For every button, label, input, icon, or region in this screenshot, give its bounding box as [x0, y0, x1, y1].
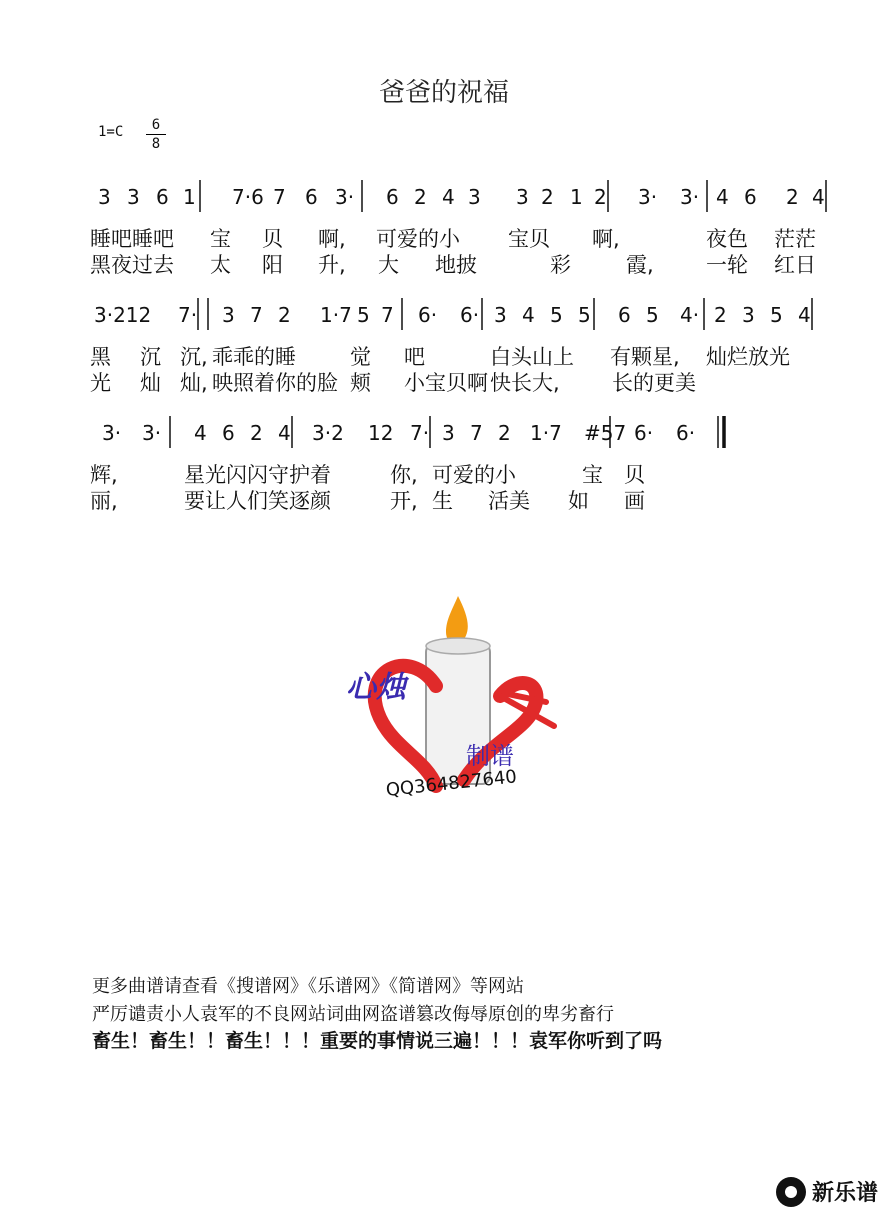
song-title: 爸爸的祝福 [378, 78, 509, 108]
staff-svg-2 [0, 294, 888, 404]
lyric-word: 宝 [582, 463, 603, 487]
note: 6· [676, 421, 696, 445]
note: 6· [460, 303, 480, 327]
note: 5 [357, 303, 370, 327]
note: 4 [812, 185, 825, 209]
note: 7·6 [232, 185, 264, 209]
lyric-word: 活美 [488, 489, 530, 513]
lyric-word: 一轮 [706, 253, 748, 277]
note: 6 [305, 185, 318, 209]
notice-line-2: 严厉谴责小人袁军的不良网站词曲网盗谱篡改侮辱原创的卑劣畜行 [92, 1004, 614, 1025]
staff-svg-1 [0, 176, 888, 286]
system-1-lyrics-verse1 [90, 227, 816, 251]
key-signature: 1=C [98, 124, 124, 140]
lyric-word: 小宝贝啊 [404, 371, 488, 395]
note: 2 [414, 185, 427, 209]
lyric-word: 要让人们笑逐颜 [184, 489, 331, 513]
lyric-word: 星光闪闪守护着 [184, 463, 331, 487]
lyric-word: 白头山上 [490, 345, 574, 369]
system-1-barlines [200, 180, 826, 212]
lyric-word: 地披 [435, 253, 477, 277]
note: 3 [494, 303, 507, 327]
lyric-word: 夜色 [706, 227, 748, 251]
note: 4 [442, 185, 455, 209]
note: 7· [410, 421, 430, 445]
lyric-word: 啊, [592, 227, 620, 251]
note: 3·2 [312, 421, 344, 445]
note: 1·7 [320, 303, 352, 327]
system-1-notes [98, 185, 825, 209]
system-1-lyrics-verse2 [90, 253, 816, 277]
lyric-word: 太 [210, 253, 231, 277]
note: 2 [786, 185, 799, 209]
note: 4 [798, 303, 811, 327]
note: 6 [386, 185, 399, 209]
note: 7· [178, 303, 198, 327]
note: 3· [680, 185, 700, 209]
note: 3· [638, 185, 658, 209]
score-system-3 [0, 412, 888, 522]
lyric-word: 升, [318, 253, 346, 277]
lyric-word: 啊, [318, 227, 346, 251]
time-signature [146, 116, 166, 153]
lyric-word: 睡吧睡吧 [90, 227, 174, 251]
note: 7 [470, 421, 483, 445]
logo-text: 新乐谱 [811, 1181, 878, 1206]
lyric-word: 光 [90, 371, 111, 395]
watermark-qq: QQ364827640 [384, 766, 518, 801]
lyric-word: 开, [390, 489, 418, 513]
note: #57 [584, 421, 627, 445]
system-3-lyrics-verse2 [90, 489, 645, 513]
note: 3 [442, 421, 455, 445]
note: 3 [127, 185, 140, 209]
score-system-2 [0, 294, 888, 404]
note: 3 [468, 185, 481, 209]
note: 3 [98, 185, 111, 209]
lyric-word: 快长大, [490, 371, 560, 395]
site-logo [776, 1176, 878, 1207]
note: 4 [522, 303, 535, 327]
system-2-lyrics-verse1 [90, 345, 790, 369]
note: 7 [381, 303, 394, 327]
system-3-notes [102, 421, 695, 445]
note: 3 [516, 185, 529, 209]
lyric-word: 黑 [90, 345, 111, 369]
note: 2 [714, 303, 727, 327]
note: 7 [250, 303, 263, 327]
watermark-brand: 心烛 [346, 670, 406, 705]
watermark-made: 制谱 [466, 742, 514, 770]
lyric-word: 辉, [90, 463, 118, 487]
note: 2 [594, 185, 607, 209]
lyric-word: 灿, [180, 371, 208, 395]
lyric-word: 茫茫 [774, 227, 816, 251]
lyric-word: 可爱的小 [432, 463, 516, 487]
staff-svg-3 [0, 412, 888, 522]
note: 3· [335, 185, 355, 209]
lyric-word: 觉 [350, 345, 371, 369]
lyric-word: 映照着你的脸 [212, 371, 338, 395]
lyric-word: 彩 [550, 253, 571, 277]
note: 2 [498, 421, 511, 445]
lyric-word: 乖乖的睡 [212, 345, 296, 369]
lyric-word: 红日 [774, 253, 816, 277]
note: 12 [368, 421, 394, 445]
note: 5 [550, 303, 563, 327]
note: 5 [646, 303, 659, 327]
note: 3 [742, 303, 755, 327]
lyric-word: 你, [390, 463, 418, 487]
note: 3· [142, 421, 162, 445]
note: 6 [744, 185, 757, 209]
notice-line-3: 畜生！畜生！！畜生！！！重要的事情说三遍！！！袁军你听到了吗 [92, 1030, 663, 1052]
note: 5 [770, 303, 783, 327]
meter-bottom: 8 [146, 134, 166, 153]
meter-top: 6 [151, 117, 161, 133]
note: 4 [194, 421, 207, 445]
lyric-word: 大 [378, 253, 399, 277]
system-2-lyrics-verse2 [90, 371, 696, 395]
lyric-word: 贝 [624, 463, 645, 487]
lyric-word: 灿 [140, 371, 161, 395]
lyric-word: 黑夜过去 [90, 253, 174, 277]
note: 3 [222, 303, 235, 327]
notice-line-1: 更多曲谱请查看《搜谱网》《乐谱网》《简谱网》等网站 [92, 976, 524, 997]
note: 1 [570, 185, 583, 209]
note: 5 [578, 303, 591, 327]
lyric-word: 贝 [262, 227, 283, 251]
system-3-lyrics-verse1 [90, 463, 645, 487]
lyric-word: 画 [624, 489, 645, 513]
lyric-word: 霞, [626, 253, 654, 277]
note: 2 [541, 185, 554, 209]
note: 4 [278, 421, 291, 445]
lyric-word: 灿烂放光 [706, 345, 790, 369]
flame-icon [446, 596, 468, 644]
note: 6 [222, 421, 235, 445]
lyric-word: 如 [568, 489, 589, 513]
note: 6· [634, 421, 654, 445]
note: 4 [716, 185, 729, 209]
note: 6 [618, 303, 631, 327]
lyric-word: 宝贝 [508, 227, 550, 251]
lyric-word: 宝 [210, 227, 231, 251]
note: 1·7 [530, 421, 562, 445]
score-system-1 [0, 176, 888, 286]
note: 6 [156, 185, 169, 209]
lyric-word: 长的更美 [612, 371, 696, 395]
note: 2 [250, 421, 263, 445]
note: 3·212 [94, 303, 152, 327]
record-disc-icon [776, 1177, 806, 1207]
note: 7 [273, 185, 286, 209]
note: 4· [680, 303, 700, 327]
note: 2 [278, 303, 291, 327]
lyric-word: 沉, [180, 345, 208, 369]
note: 3· [102, 421, 122, 445]
lyric-word: 丽, [90, 489, 118, 513]
lyric-word: 可爱的小 [376, 227, 460, 251]
lyric-word: 生 [432, 489, 453, 513]
note: 1 [183, 185, 196, 209]
lyric-word: 吧 [404, 345, 425, 369]
lyric-word: 沉 [140, 345, 161, 369]
system-2-notes [94, 303, 811, 327]
lyric-word: 颊 [350, 371, 371, 395]
lyric-word: 有颗星, [610, 345, 680, 369]
lyric-word: 阳 [262, 253, 283, 277]
note: 6· [418, 303, 438, 327]
